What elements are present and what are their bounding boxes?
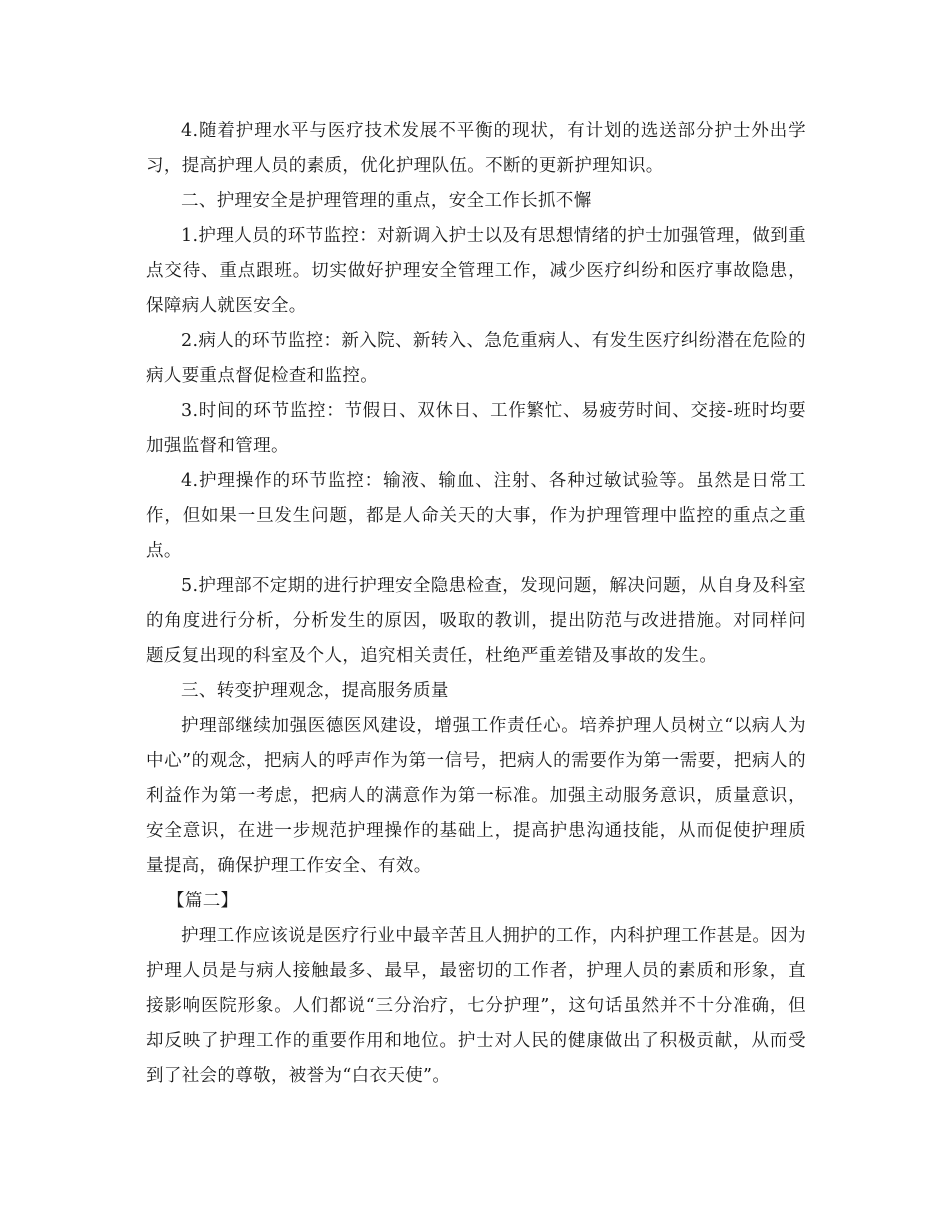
section-label-part-two: 【篇二】 xyxy=(167,891,239,911)
paragraph-time-monitoring: 3.时间的环节监控：节假日、双休日、工作繁忙、易疲劳时间、交接-班时均要加强监督和管理。 xyxy=(146,401,806,456)
paragraph-staff-monitoring: 1.护理人员的环节监控：对新调入护士以及有思想情绪的护士加强管理，做到重点交待、重点跟班。切实做好护理安全管理工作，减少医疗纠纷和医疗事故隐患，保障病人就医安全。 xyxy=(146,226,806,316)
paragraph-service-quality: 护理部继续加强医德医风建设，增强工作责任心。培养护理人员树立“以病人为中心”的观念，把病人的呼声作为第一信号，把病人的需要作为第一需要，把病人的利益作为第一考虑，把病人的满意作为第一标准。加强主动服务意识，质量意识，安全意识，在进一步规范护理操作的基础上，提高护患沟通技能，从而促使护理质量提高，确保护理工作安全、有效。 xyxy=(146,716,806,876)
paragraph-inspection: 5.护理部不定期的进行护理安全隐患检查，发现问题，解决问题，从自身及科室的角度进行分析，分析发生的原因，吸取的教训，提出防范与改进措施。对同样问题反复出现的科室及个人，追究相关责任，杜绝严重差错及事故的发生。 xyxy=(146,576,806,666)
paragraph-operation-monitoring: 4.护理操作的环节监控：输液、输血、注射、各种过敏试验等。虽然是日常工作，但如果一旦发生问题，都是人命关天的大事，作为护理管理中监控的重点之重点。 xyxy=(146,471,806,561)
section-heading-safety: 二、护理安全是护理管理的重点，安全工作长抓不懈 xyxy=(181,191,592,211)
paragraph-nursing-intro: 护理工作应该说是医疗行业中最辛苦且人拥护的工作，内科护理工作甚是。因为护理人员是与病人接触最多、最早，最密切的工作者，护理人员的素质和形象，直接影响医院形象。人们都说“三分治疗，七分护理”，这句话虽然并不十分准确，但却反映了护理工作的重要作用和地位。护士对人民的健康做出了积极贡献，从而受到了社会的尊敬，被誉为“白衣天使”。 xyxy=(146,926,806,1086)
paragraph-patient-monitoring: 2.病人的环节监控：新入院、新转入、急危重病人、有发生医疗纠纷潜在危险的病人要重点督促检查和监控。 xyxy=(146,331,806,386)
section-heading-service: 三、转变护理观念，提高服务质量 xyxy=(181,681,449,701)
paragraph-training: 4.随着护理水平与医疗技术发展不平衡的现状，有计划的选送部分护士外出学习，提高护理人员的素质，优化护理队伍。不断的更新护理知识。 xyxy=(146,121,806,176)
document-page xyxy=(146,114,806,1094)
